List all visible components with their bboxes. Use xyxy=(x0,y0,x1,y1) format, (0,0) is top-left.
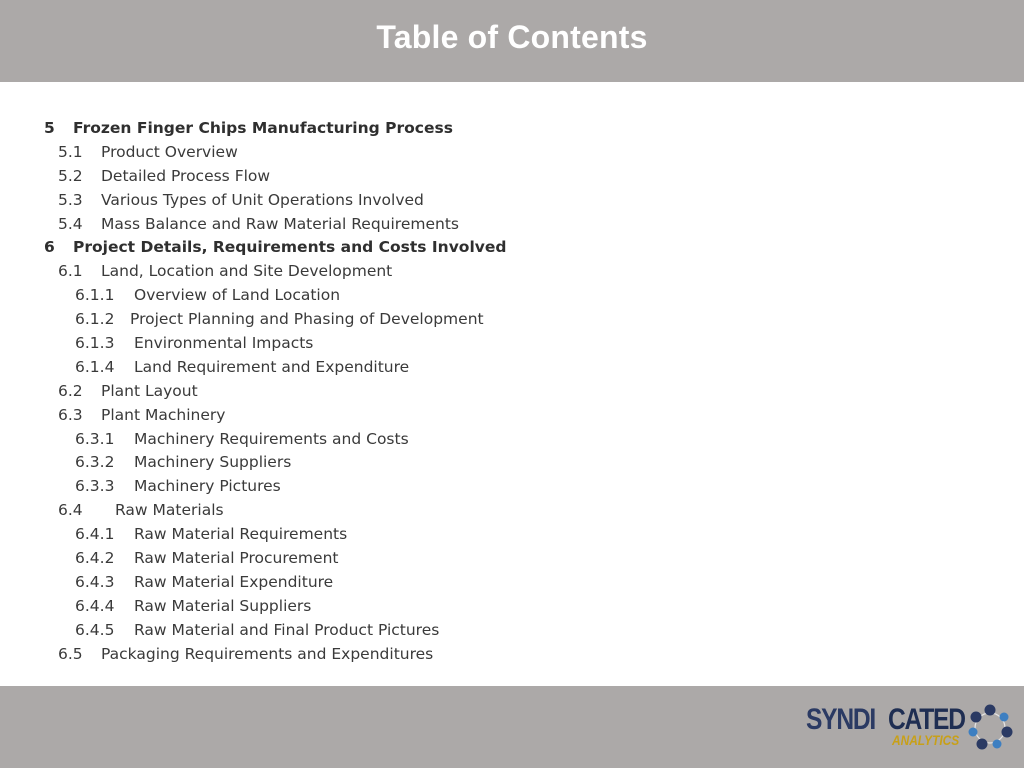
toc-entry xyxy=(0,547,1024,571)
toc-entry xyxy=(0,213,1024,237)
toc-entry-title: Raw Materials xyxy=(115,501,224,520)
toc-entry-title: Raw Material Suppliers xyxy=(134,596,312,615)
toc-entry-number: 6.3.1 xyxy=(75,429,115,448)
logo-word-part-2: CATED xyxy=(888,703,965,736)
toc-entry xyxy=(0,523,1024,547)
toc-entry-number: 6 xyxy=(44,238,55,257)
toc-entry-title: Land, Location and Site Development xyxy=(101,262,393,281)
table-of-contents xyxy=(0,117,1024,666)
toc-entry-title: Various Types of Unit Operations Involved xyxy=(101,190,424,209)
toc-entry xyxy=(0,595,1024,619)
toc-entry-title: Environmental Impacts xyxy=(134,334,314,353)
toc-entry-number: 6.1.2 xyxy=(75,310,115,329)
toc-entry-number: 5 xyxy=(44,119,55,137)
toc-entry-title: Project Planning and Phasing of Development xyxy=(130,310,484,329)
toc-entry-title: Packaging Requirements and Expenditures xyxy=(101,644,434,663)
toc-entry-title: Raw Material Requirements xyxy=(134,525,348,544)
syndicated-analytics-logo xyxy=(806,704,1018,752)
toc-entry-title: Plant Layout xyxy=(101,381,198,400)
toc-entry-title: Frozen Finger Chips Manufacturing Process xyxy=(73,119,453,137)
toc-entry-title: Raw Material Expenditure xyxy=(134,572,334,591)
toc-entry-title: Plant Machinery xyxy=(101,405,226,424)
toc-entry-number: 5.1 xyxy=(58,142,83,161)
toc-entry-title: Machinery Requirements and Costs xyxy=(134,429,409,448)
circle-of-dots-icon xyxy=(966,704,1014,752)
toc-entry xyxy=(0,332,1024,356)
toc-entry-number: 5.4 xyxy=(58,214,83,233)
toc-entry-title: Overview of Land Location xyxy=(134,286,341,305)
toc-entry-number: 6.5 xyxy=(58,644,83,663)
toc-entry-title: Raw Material Procurement xyxy=(134,549,339,568)
toc-entry-number: 6.1.4 xyxy=(75,357,115,376)
toc-entry-number: 6.1.3 xyxy=(75,334,115,353)
toc-entry-title: Product Overview xyxy=(101,142,238,161)
toc-entry xyxy=(0,571,1024,595)
toc-entry xyxy=(0,284,1024,308)
toc-entry xyxy=(0,189,1024,213)
toc-entry-number: 6.4.1 xyxy=(75,525,115,544)
toc-entry xyxy=(0,308,1024,332)
toc-entry-number: 6.3 xyxy=(58,405,83,424)
toc-entry xyxy=(0,619,1024,643)
toc-entry xyxy=(0,380,1024,404)
toc-entry xyxy=(0,260,1024,284)
toc-entry xyxy=(0,236,1024,260)
toc-entry-number: 6.3.3 xyxy=(75,477,115,496)
toc-entry-title: Machinery Suppliers xyxy=(134,453,292,472)
toc-entry xyxy=(0,141,1024,165)
toc-entry-title: Project Details, Requirements and Costs Involved xyxy=(73,238,507,257)
toc-entry xyxy=(0,356,1024,380)
toc-entry-number: 5.3 xyxy=(58,190,83,209)
toc-entry-number: 6.4.2 xyxy=(75,549,115,568)
toc-entry-title: Machinery Pictures xyxy=(134,477,281,496)
toc-entry-title: Raw Material and Final Product Pictures xyxy=(134,620,440,639)
toc-entry-number: 6.2 xyxy=(58,381,83,400)
toc-entry-title: Detailed Process Flow xyxy=(101,166,271,185)
title-bar xyxy=(0,0,1024,82)
toc-entry xyxy=(0,451,1024,475)
toc-entry xyxy=(0,643,1024,667)
logo-word-part-1: SYNDI xyxy=(806,703,876,736)
toc-entry-number: 6.1 xyxy=(58,262,83,281)
toc-entry xyxy=(0,117,1024,141)
toc-entry xyxy=(0,165,1024,189)
toc-entry-number: 6.4.3 xyxy=(75,572,115,591)
toc-entry-number: 6.4 xyxy=(58,501,83,520)
toc-entry-number: 5.2 xyxy=(58,166,83,185)
toc-entry-title: Mass Balance and Raw Material Requirements xyxy=(101,214,459,233)
toc-entry-number: 6.4.4 xyxy=(75,596,115,615)
toc-entry xyxy=(0,404,1024,428)
toc-entry-number: 6.4.5 xyxy=(75,620,115,639)
toc-entry xyxy=(0,499,1024,523)
page-title: Table of Contents xyxy=(376,18,648,55)
toc-entry xyxy=(0,475,1024,499)
toc-entry-number: 6.1.1 xyxy=(75,286,115,305)
logo-subtitle: ANALYTICS xyxy=(892,732,960,748)
toc-entry-title: Land Requirement and Expenditure xyxy=(134,357,410,376)
toc-entry-number: 6.3.2 xyxy=(75,453,115,472)
toc-entry xyxy=(0,428,1024,452)
